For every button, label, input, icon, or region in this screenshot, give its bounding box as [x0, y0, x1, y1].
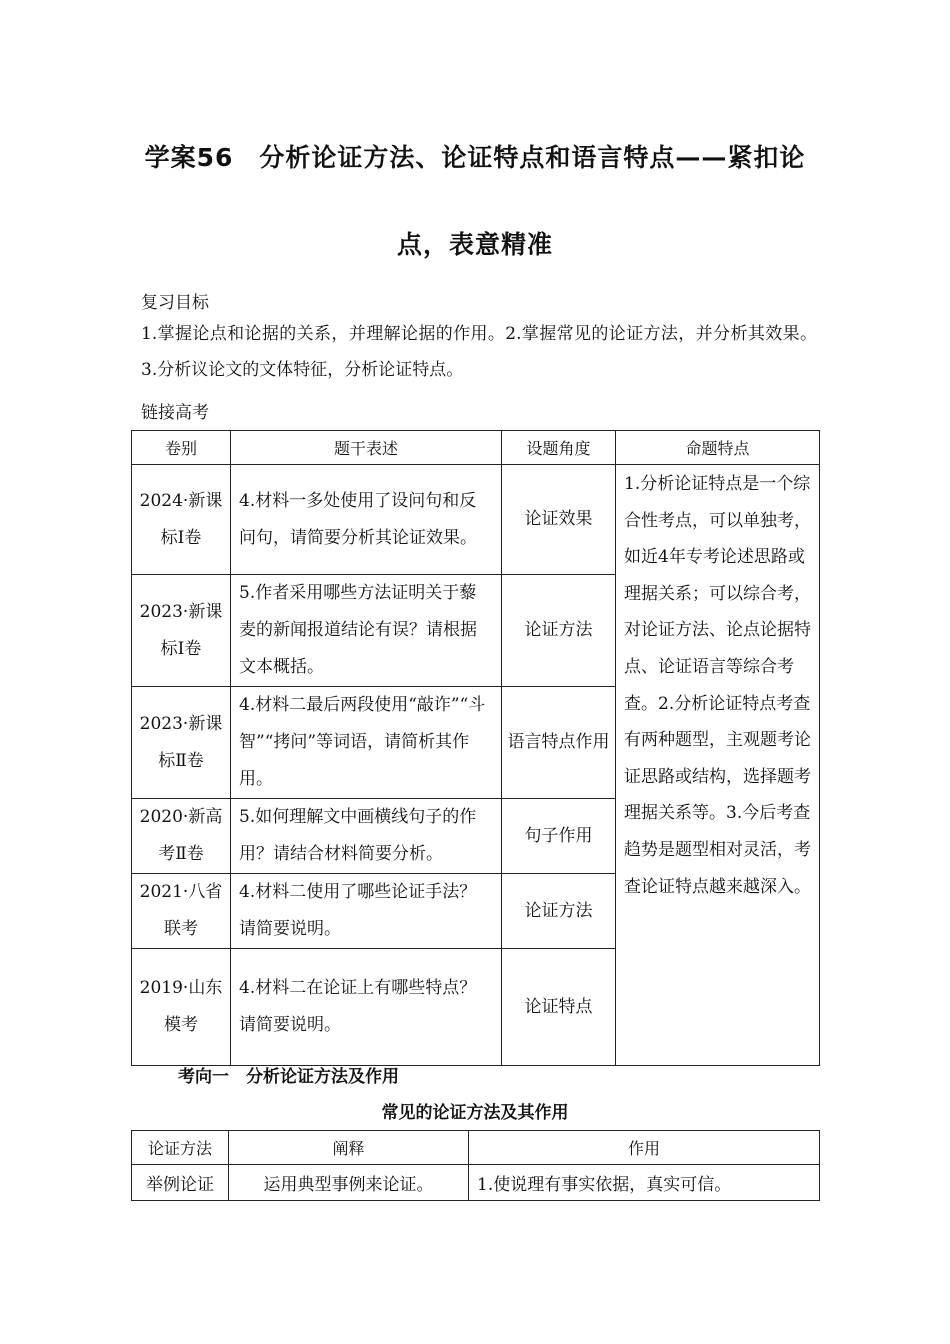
cell-stem: 4.材料一多处使用了设问句和反问句，请简要分析其论证效果。: [231, 465, 502, 575]
table-header-row: [132, 431, 820, 465]
cell-angle: 论证方法: [502, 575, 616, 687]
cell-paper: 2023·新课标Ⅱ卷: [132, 687, 231, 799]
header-method: 论证方法: [132, 1131, 229, 1165]
cell-paper: 2023·新课标Ⅰ卷: [132, 575, 231, 687]
cell-paper: 2019·山东模考: [132, 949, 231, 1066]
header-angle: 设题角度: [502, 431, 616, 465]
page-title-line-2: 点，表意精准: [396, 230, 553, 259]
cell-stem: 5.如何理解文中画横线句子的作用？请结合材料简要分析。: [231, 799, 502, 874]
header-effect: 作用: [469, 1131, 820, 1165]
gaokao-label: 链接高考: [141, 403, 209, 423]
gaokao-table: [131, 430, 820, 1066]
cell-angle: 论证效果: [502, 465, 616, 575]
cell-paper: 2024·新课标Ⅰ卷: [132, 465, 231, 575]
section-subheading: 常见的论证方法及其作用: [381, 1103, 569, 1123]
page-title-line-1: 学案56 分析论证方法、论证特点和语言特点——紧扣论: [144, 143, 806, 172]
cell-paper: 2021·八省联考: [132, 874, 231, 949]
table-header-row: [132, 1131, 820, 1165]
cell-stem: 4.材料二使用了哪些论证手法？请简要说明。: [231, 874, 502, 949]
cell-paper: 2020·新高考Ⅱ卷: [132, 799, 231, 874]
cell-stem: 4.材料二在论证上有哪些特点？请简要说明。: [231, 949, 502, 1066]
cell-effect: 1.使说理有事实依据，真实可信。: [469, 1165, 820, 1201]
section-heading: 考向一 分析论证方法及作用: [178, 1067, 399, 1087]
header-stem: 题干表述: [231, 431, 502, 465]
table-row: [132, 1165, 820, 1201]
cell-angle: 论证特点: [502, 949, 616, 1066]
table-row: [132, 465, 820, 575]
cell-features: 1.分析论证特点是一个综合性考点，可以单独考，如近4年专考论述思路或理据关系；可以综合考，对论证方法、论点论据特点、论证语言等综合考查。2.分析论证特点考查有两种题型，主观题考论证思路或结构，选择题考理据关系等。3.今后考查趋势是题型相对灵活，考查论证特点越来越深入。: [616, 465, 820, 1066]
cell-stem: 5.作者采用哪些方法证明关于藜麦的新闻报道结论有误？请根据文本概括。: [231, 575, 502, 687]
cell-angle: 论证方法: [502, 874, 616, 949]
header-paper: 卷别: [132, 431, 231, 465]
cell-stem: 4.材料二最后两段使用“敲诈”“斗智”“拷问”等词语，请简析其作用。: [231, 687, 502, 799]
cell-angle: 句子作用: [502, 799, 616, 874]
method-table: [131, 1130, 820, 1201]
header-explain: 阐释: [229, 1131, 469, 1165]
cell-explain: 运用典型事例来论证。: [229, 1165, 469, 1201]
objectives-label: 复习目标: [141, 293, 209, 313]
header-feature: 命题特点: [616, 431, 820, 465]
cell-method: 举例论证: [132, 1165, 229, 1201]
cell-angle: 语言特点作用: [502, 687, 616, 799]
objectives-text: 1.掌握论点和论据的关系，并理解论据的作用。2.掌握常见的论证方法，并分析其效果。3.分析议论文的文体特征，分析论证特点。: [141, 324, 817, 380]
